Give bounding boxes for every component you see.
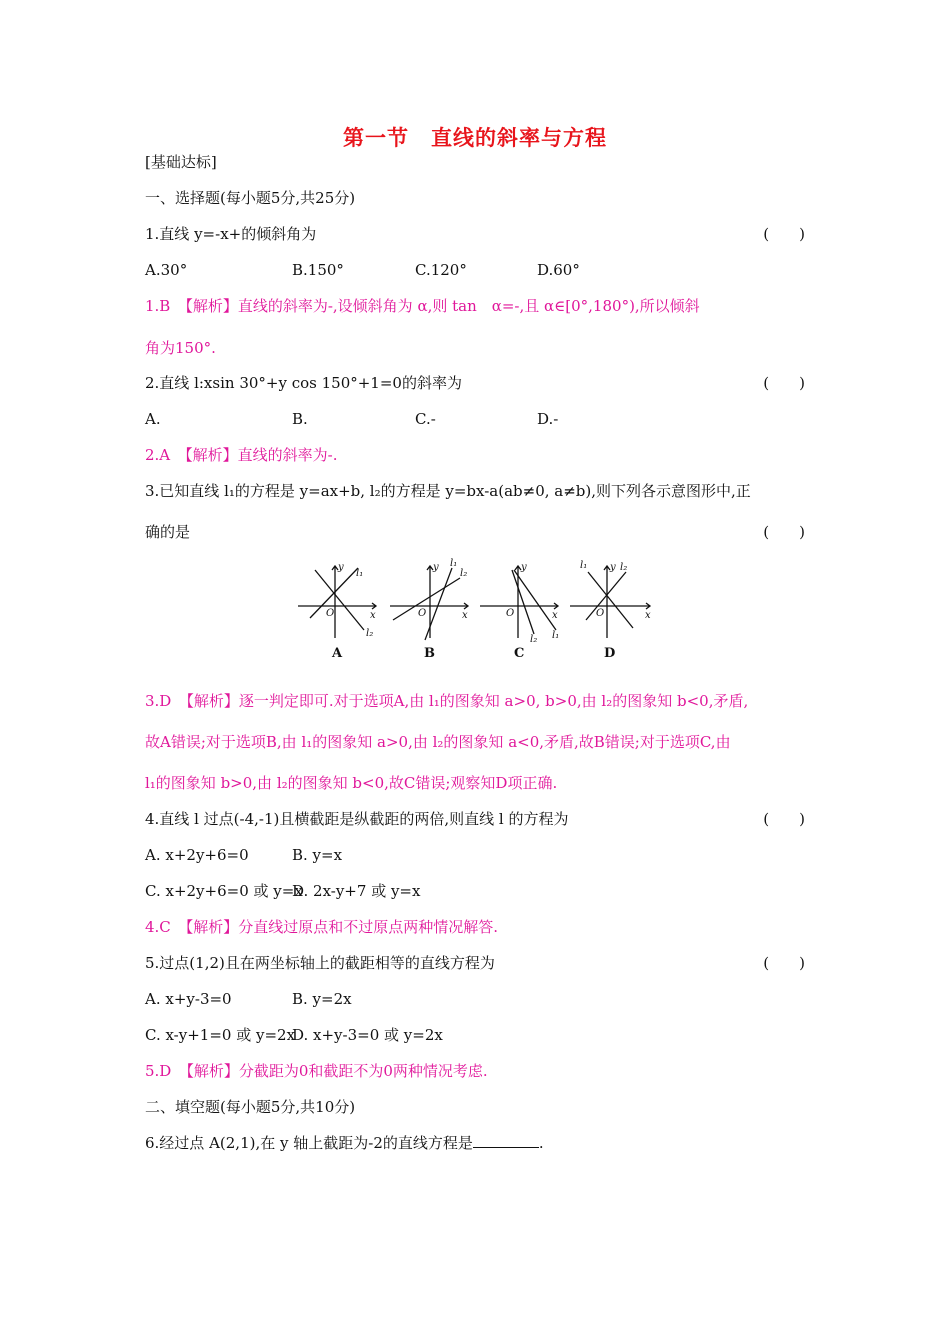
option-c: C. x-y+1=0 或 y=2x xyxy=(145,1026,296,1044)
answer-1-line-1: 1.B 【解析】直线的斜率为-,设倾斜角为 α,则 tan α=-,且 α∈[0°,180°),所以倾斜 xyxy=(145,297,700,315)
figure-b-l1-label: l₁ xyxy=(450,558,458,569)
figure-d-x-label: x xyxy=(645,610,651,621)
answer-2: 2.A 【解析】直线的斜率为-. xyxy=(145,446,338,464)
figure-c-origin-label: O xyxy=(506,608,515,619)
answer-1-line-2: 角为150°. xyxy=(145,339,216,357)
figure-b-origin-label: O xyxy=(418,608,427,619)
figure-b-x-label: x xyxy=(462,610,468,621)
answer-3-line-1: 3.D 【解析】逐一判定即可.对于选项A,由 l₁的图象知 a>0, b>0,由 l₂的图象知 b<0,矛盾, xyxy=(145,692,749,710)
figure-a-caption: A xyxy=(332,646,343,661)
answer-5: 5.D 【解析】分截距为0和截距不为0两种情况考虑. xyxy=(145,1062,488,1080)
option-b: B.150° xyxy=(292,261,344,279)
question-5-stem: 5.过点(1,2)且在两坐标轴上的截距相等的直线方程为 xyxy=(145,954,495,972)
question-4 xyxy=(145,809,805,829)
figure-c-l2-label: l₂ xyxy=(530,634,538,645)
figure-b-graph xyxy=(390,566,468,640)
question-3-figures xyxy=(290,556,660,666)
figure-c-y-label: y xyxy=(521,562,527,573)
figure-d-y-label: y xyxy=(610,562,616,573)
figure-d-l1-label: l₁ xyxy=(580,560,588,571)
figure-a-origin-label: O xyxy=(326,608,335,619)
answer-paren: ( ) xyxy=(763,810,805,828)
question-2-stem: 2.直线 l:xsin 30°+y cos 150°+1=0的斜率为 xyxy=(145,374,462,392)
option-d: D.60° xyxy=(537,261,580,279)
answer-paren: ( ) xyxy=(763,954,805,972)
option-d: D.- xyxy=(537,410,559,428)
question-1 xyxy=(145,224,805,244)
figure-c-caption: C xyxy=(514,646,525,661)
option-a: A.30° xyxy=(145,261,188,279)
figure-c-l1-label: l₁ xyxy=(552,630,560,641)
figure-b-l2-label: l₂ xyxy=(460,568,468,579)
question-5 xyxy=(145,953,805,973)
answer-paren: ( ) xyxy=(763,523,805,541)
figure-a-l2-label: l₂ xyxy=(366,628,374,639)
option-c: C.120° xyxy=(415,261,467,279)
option-d: D. x+y-3=0 或 y=2x xyxy=(292,1026,443,1044)
figure-c-graph xyxy=(480,566,558,638)
figure-c-x-label: x xyxy=(552,610,558,621)
option-a: A. xyxy=(145,410,161,428)
question-6-stem-end: . xyxy=(538,1134,544,1152)
option-c: C. x+2y+6=0 或 y=x xyxy=(145,882,303,900)
figure-d-l2-label: l₂ xyxy=(620,562,628,573)
option-b: B. xyxy=(292,410,308,428)
figure-d-origin-label: O xyxy=(596,608,605,619)
option-a: A. x+y-3=0 xyxy=(145,990,232,1008)
figure-d-graph xyxy=(570,566,650,638)
option-b: B. y=x xyxy=(292,846,343,864)
option-c: C.- xyxy=(415,410,436,428)
question-2 xyxy=(145,373,805,393)
figure-a-l1-label: l₁ xyxy=(356,568,364,579)
question-1-stem: 1.直线 y=-x+的倾斜角为 xyxy=(145,225,317,243)
answer-4: 4.C 【解析】分直线过原点和不过原点两种情况解答. xyxy=(145,918,499,936)
answer-3-line-3: l₁的图象知 b>0,由 l₂的图象知 b<0,故C错误;观察知D项正确. xyxy=(145,774,558,792)
figure-a-y-label: y xyxy=(338,562,344,573)
figure-d-caption: D xyxy=(604,646,616,661)
figure-a-graph xyxy=(298,566,376,638)
question-3-stem-end: 确的是 xyxy=(145,523,191,541)
figure-b-y-label: y xyxy=(433,562,439,573)
section-tag: [基础达标] xyxy=(145,153,217,171)
question-6-stem: 6.经过点 A(2,1),在 y 轴上截距为-2的直线方程是 xyxy=(145,1134,473,1152)
page-title: 第一节 直线的斜率与方程 xyxy=(343,126,607,150)
option-d: D. 2x-y+7 或 y=x xyxy=(292,882,421,900)
question-3-line-1: 3.已知直线 l₁的方程是 y=ax+b, l₂的方程是 y=bx-a(ab≠0, a≠b),则下列各示意图形中,正 xyxy=(145,482,751,500)
answer-paren: ( ) xyxy=(763,225,805,243)
figure-b-caption: B xyxy=(424,646,435,661)
question-3-line-2 xyxy=(145,522,805,542)
question-4-stem: 4.直线 l 过点(-4,-1)且横截距是纵截距的两倍,则直线 l 的方程为 xyxy=(145,810,569,828)
part2-heading: 二、填空题(每小题5分,共10分) xyxy=(145,1098,356,1116)
answer-paren: ( ) xyxy=(763,374,805,392)
answer-blank[interactable] xyxy=(473,1133,539,1148)
option-b: B. y=2x xyxy=(292,990,352,1008)
answer-3-line-2: 故A错误;对于选项B,由 l₁的图象知 a>0,由 l₂的图象知 a<0,矛盾,故B错误;对于选项C,由 xyxy=(145,733,731,751)
option-a: A. x+2y+6=0 xyxy=(145,846,249,864)
part1-heading: 一、选择题(每小题5分,共25分) xyxy=(145,189,356,207)
figure-a-x-label: x xyxy=(370,610,376,621)
question-6 xyxy=(145,1133,805,1153)
